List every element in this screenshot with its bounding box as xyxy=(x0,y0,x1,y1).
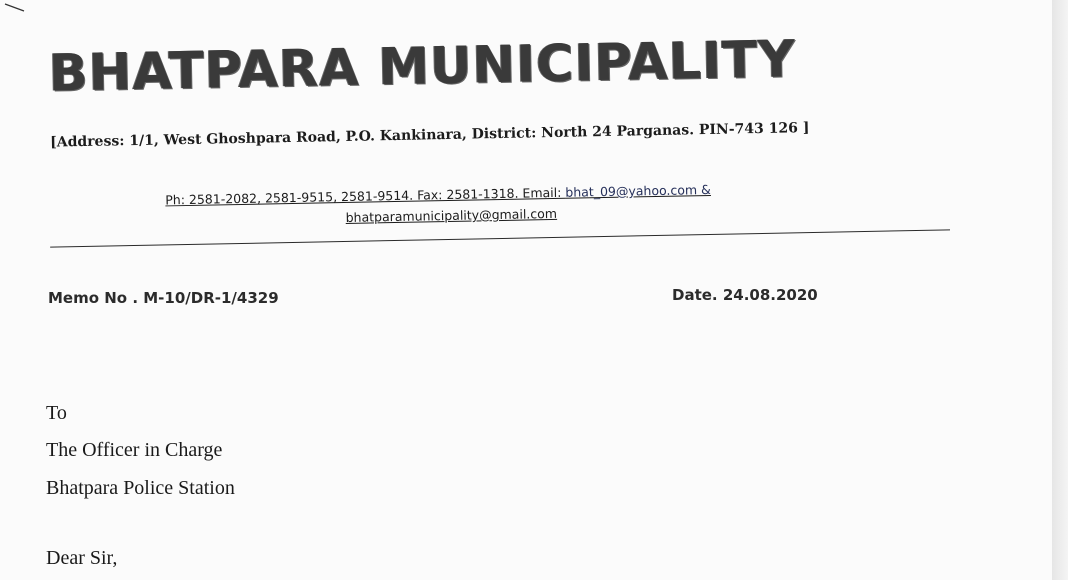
page-edge xyxy=(1052,0,1068,580)
letterhead-title: BHATPARA MUNICIPALITY xyxy=(48,30,797,104)
recipient-station: Bhatpara Police Station xyxy=(46,477,235,499)
recipient-to: To xyxy=(46,402,67,424)
letterhead-contact xyxy=(165,182,711,207)
recipient-officer: The Officer in Charge xyxy=(46,439,223,461)
email-secondary: bhatparamunicipality@gmail.com xyxy=(345,205,558,225)
letterhead-address: [Address: 1/1, West Ghoshpara Road, P.O. Kankinara, District: North 24 Parganas. PIN-743 126 ] xyxy=(50,120,810,151)
memo-number: Memo No . M-10/DR-1/4329 xyxy=(48,289,279,307)
letterhead xyxy=(0,0,1052,270)
header-divider xyxy=(50,229,950,247)
email-primary: bhat_09@yahoo.com & xyxy=(565,181,711,200)
phone-fax-text: Ph: 2581-2082, 2581-9515, 2581-9514. Fax: 2581-1318. Email: xyxy=(165,184,566,208)
memo-date: Date. 24.08.2020 xyxy=(672,286,818,304)
salutation: Dear Sir, xyxy=(46,547,118,569)
